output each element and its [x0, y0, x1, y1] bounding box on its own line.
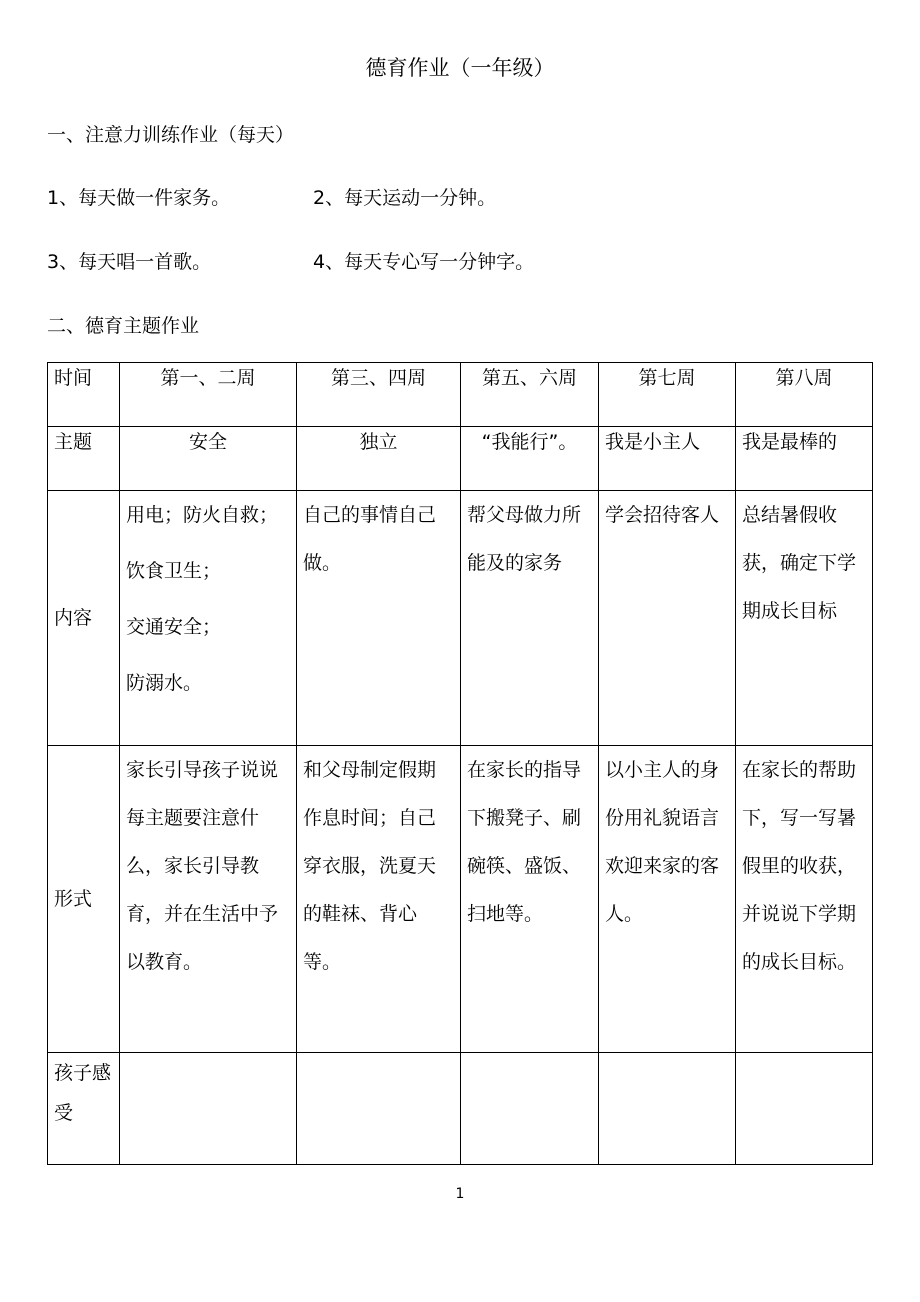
content-line: 饮食卫生； — [126, 560, 222, 582]
theme-table — [47, 362, 873, 1165]
table-header-row — [48, 363, 873, 427]
table-cell: 我是最棒的 — [736, 427, 873, 491]
task-item-1: 1、每天做一件家务。 — [47, 187, 231, 209]
page-number: 1 — [455, 1186, 465, 1202]
table-cell — [120, 491, 297, 746]
feeling-input-cell[interactable] — [120, 1053, 297, 1165]
table-cell: 安全 — [120, 427, 297, 491]
row-label: 内容 — [48, 491, 120, 746]
header-cell: 第一、二周 — [120, 363, 297, 427]
section1-heading: 一、注意力训练作业（每天） — [47, 124, 295, 146]
header-cell: 第五、六周 — [461, 363, 599, 427]
header-cell: 第七周 — [599, 363, 736, 427]
content-row — [48, 491, 873, 746]
form-row — [48, 746, 873, 1053]
table-cell: 家长引导孩子说说每主题要注意什么，家长引导教育，并在生活中予以教育。 — [120, 746, 297, 1053]
task-item-2: 2、每天运动一分钟。 — [313, 187, 497, 209]
feeling-row — [48, 1053, 873, 1165]
row-label: 形式 — [48, 746, 120, 1053]
header-cell: 第三、四周 — [297, 363, 461, 427]
table-cell: 自己的事情自己做。 — [297, 491, 461, 746]
header-cell: 第八周 — [736, 363, 873, 427]
table-cell: 我是小主人 — [599, 427, 736, 491]
feeling-input-cell[interactable] — [297, 1053, 461, 1165]
row-label: 孩子感受 — [48, 1053, 120, 1165]
theme-row — [48, 427, 873, 491]
page-title: 德育作业（一年级） — [365, 56, 555, 80]
table-cell: 总结暑假收获，确定下学期成长目标 — [736, 491, 873, 746]
table-cell: 独立 — [297, 427, 461, 491]
table-cell: 和父母制定假期作息时间；自己穿衣服，洗夏天的鞋袜、背心等。 — [297, 746, 461, 1053]
feeling-input-cell[interactable] — [736, 1053, 873, 1165]
feeling-input-cell[interactable] — [599, 1053, 736, 1165]
table-cell: “我能行”。 — [461, 427, 599, 491]
content-line: 用电；防火自救； — [126, 504, 279, 526]
task-item-4: 4、每天专心写一分钟字。 — [313, 251, 535, 273]
row-label: 主题 — [48, 427, 120, 491]
content-line: 防溺水。 — [126, 672, 203, 694]
header-cell: 时间 — [48, 363, 120, 427]
table-cell: 在家长的指导下搬凳子、刷碗筷、盛饭、扫地等。 — [461, 746, 599, 1053]
task-item-3: 3、每天唱一首歌。 — [47, 251, 212, 273]
table-cell: 在家长的帮助下，写一写暑假里的收获，并说说下学期的成长目标。 — [736, 746, 873, 1053]
section2-heading: 二、德育主题作业 — [47, 315, 200, 337]
table-cell: 帮父母做力所能及的家务 — [461, 491, 599, 746]
content-line: 交通安全； — [126, 616, 222, 638]
table-cell: 以小主人的身份用礼貌语言欢迎来家的客人。 — [599, 746, 736, 1053]
feeling-input-cell[interactable] — [461, 1053, 599, 1165]
table-cell: 学会招待客人 — [599, 491, 736, 746]
